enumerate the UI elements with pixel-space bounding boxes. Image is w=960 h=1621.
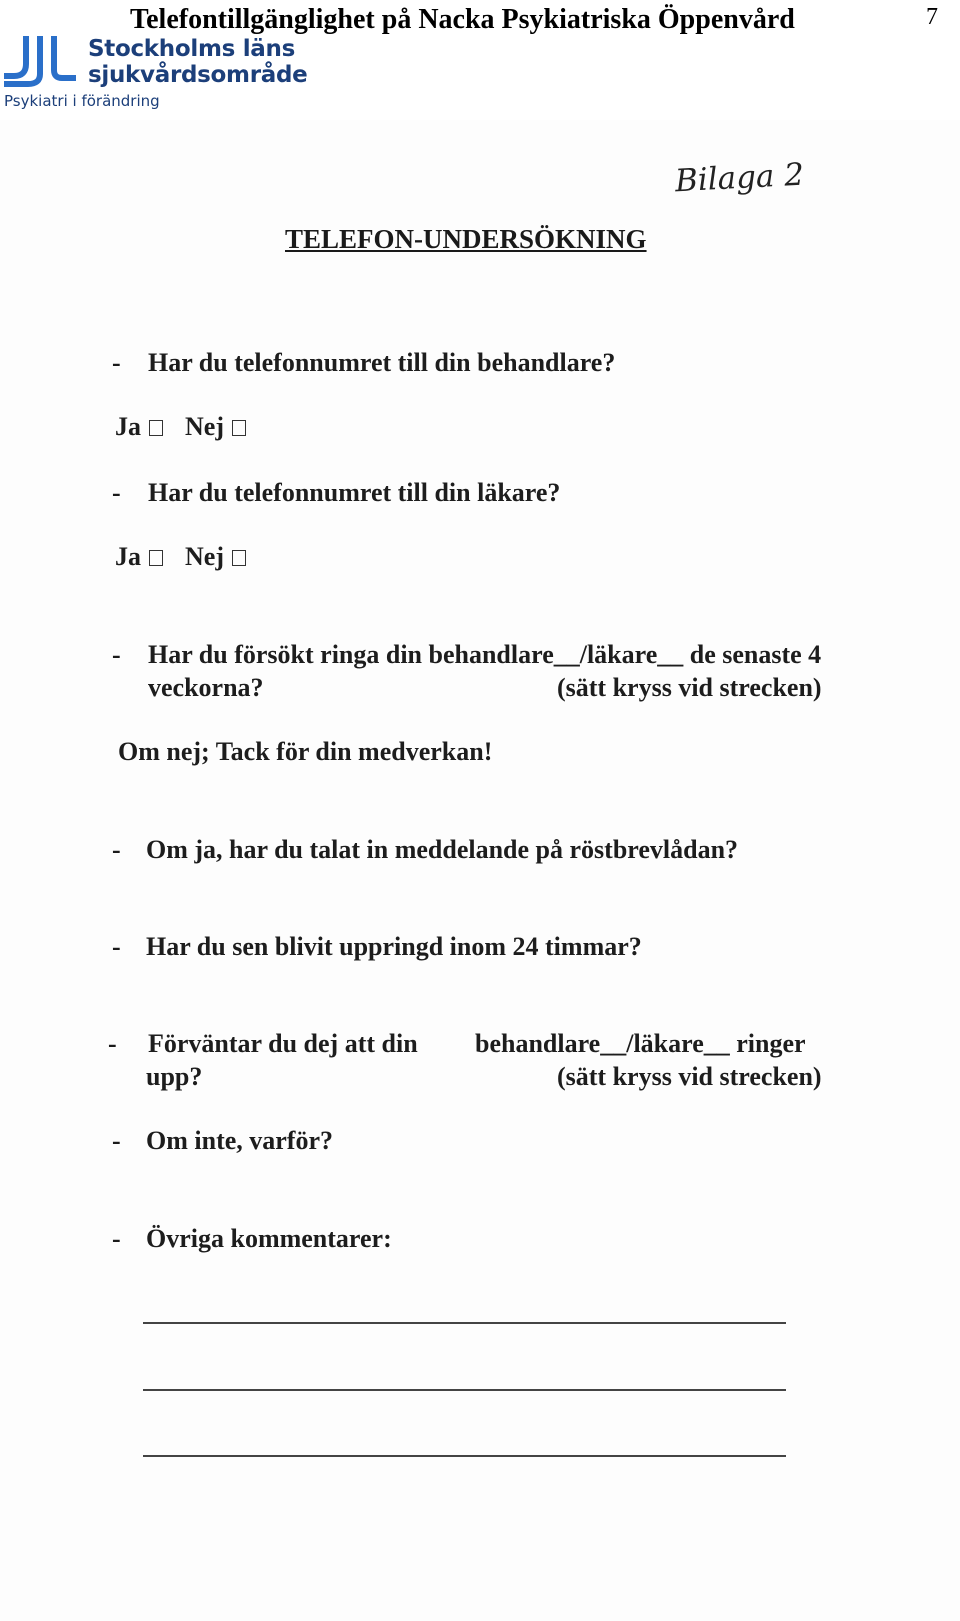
- answer-yes-label: Ja: [115, 542, 141, 571]
- question-3-line2: veckorna?: [148, 673, 264, 702]
- organization-logo: [4, 34, 308, 114]
- bullet-dash: -: [112, 1224, 121, 1253]
- question-3-hint: (sätt kryss vid strecken): [557, 673, 822, 702]
- bullet-dash: -: [112, 348, 121, 377]
- answer-yes-label: Ja: [115, 412, 141, 441]
- bullet-dash: -: [112, 478, 121, 507]
- question-6-part2: behandlare__/läkare__ ringer: [475, 1029, 806, 1058]
- comment-line[interactable]: [143, 1389, 786, 1391]
- question-2: Har du telefonnumret till din läkare?: [148, 478, 561, 507]
- checkbox-yes[interactable]: [149, 550, 163, 566]
- page-title: Telefontillgänglighet på Nacka Psykiatriska Öppenvård: [130, 4, 795, 35]
- logo-mark-icon: [4, 34, 80, 88]
- answer-row-1: [115, 412, 268, 442]
- question-8: Övriga kommentarer:: [146, 1224, 392, 1253]
- question-6-line2: upp?: [146, 1062, 203, 1091]
- checkbox-no[interactable]: [232, 420, 246, 436]
- logo-name-line2: sjukvårdsområde: [88, 62, 308, 88]
- comment-line[interactable]: [143, 1322, 786, 1324]
- form-heading: TELEFON-UNDERSÖKNING: [285, 224, 647, 254]
- scanned-form: [0, 120, 960, 1621]
- logo-wordmark: [88, 36, 307, 88]
- bullet-dash: -: [112, 932, 121, 961]
- question-3-line1: Har du försökt ringa din behandlare__/läkare__ de senaste 4: [148, 640, 822, 669]
- question-6-hint: (sätt kryss vid strecken): [557, 1062, 822, 1091]
- answer-row-2: [115, 542, 268, 572]
- annex-handwritten-label: Bilaga 2: [674, 156, 805, 200]
- page-number: 7: [926, 4, 938, 30]
- checkbox-no[interactable]: [232, 550, 246, 566]
- thank-you-note: Om nej; Tack för din medverkan!: [118, 737, 493, 766]
- logo-name-line1: Stockholms läns: [88, 36, 295, 62]
- question-1: Har du telefonnumret till din behandlare?: [148, 348, 616, 377]
- question-4: Om ja, har du talat in meddelande på röstbrevlådan?: [146, 835, 739, 864]
- bullet-dash: -: [108, 1029, 117, 1058]
- question-6-part1: Förväntar du dej att din: [148, 1029, 418, 1058]
- checkbox-yes[interactable]: [149, 420, 163, 436]
- answer-no-label: Nej: [185, 542, 224, 571]
- bullet-dash: -: [112, 1126, 121, 1155]
- question-7: Om inte, varför?: [146, 1126, 334, 1155]
- comment-line[interactable]: [143, 1455, 786, 1457]
- bullet-dash: -: [112, 835, 121, 864]
- logo-tagline: Psykiatri i förändring: [4, 92, 160, 110]
- bullet-dash: -: [112, 640, 121, 669]
- answer-no-label: Nej: [185, 412, 224, 441]
- question-5: Har du sen blivit uppringd inom 24 timmar?: [146, 932, 642, 961]
